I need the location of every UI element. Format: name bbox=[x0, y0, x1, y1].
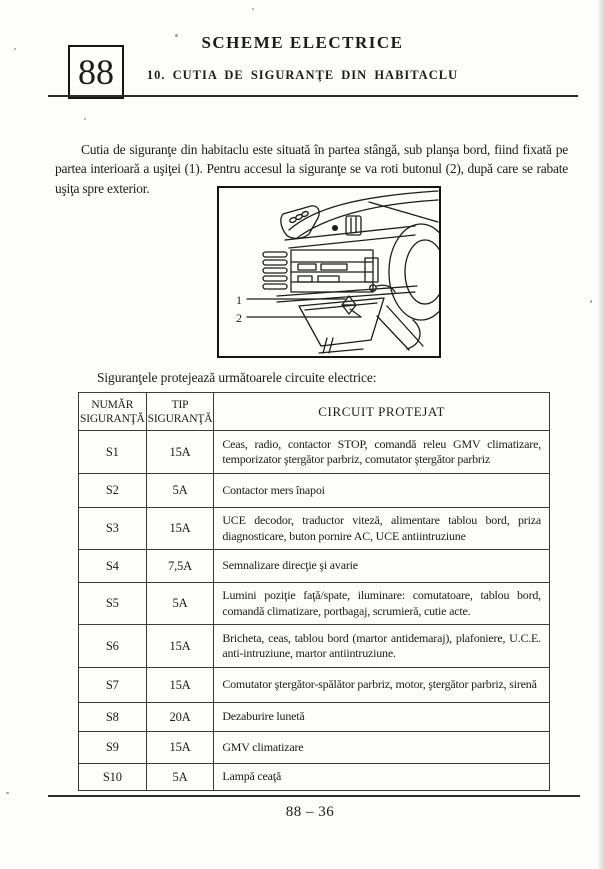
callout-1-label: 1 bbox=[236, 293, 242, 307]
callout-2-label: 2 bbox=[236, 311, 242, 325]
fuse-table-container bbox=[78, 392, 550, 791]
fuse-row-s2 bbox=[79, 474, 550, 508]
fuse-circuit: UCE decodor, traductor viteză, alimentare tablou bord, priza diagnosticare, buton pornire AC, UCE antiintruziune bbox=[214, 508, 550, 550]
fuse-id: S4 bbox=[79, 550, 147, 583]
fuse-id: S7 bbox=[79, 668, 147, 703]
panel-dot bbox=[333, 226, 338, 231]
dashboard-line-drawing bbox=[219, 188, 439, 356]
callout-2-pointer bbox=[350, 309, 361, 317]
fuse-amp: 15A bbox=[146, 668, 214, 703]
scan-speckle bbox=[6, 792, 9, 794]
fuse-id: S3 bbox=[79, 508, 147, 550]
vent-slat bbox=[263, 260, 287, 265]
fuse-id: S2 bbox=[79, 474, 147, 508]
vent-slat bbox=[263, 276, 287, 281]
fuse-id: S10 bbox=[79, 764, 147, 791]
fuse-row-s6 bbox=[79, 625, 550, 668]
fuse-slot bbox=[298, 264, 316, 270]
fuse-slot bbox=[321, 264, 347, 270]
intro-paragraph: Cutia de siguranţe din habitaclu este situată în partea stângă, sub planşa bord, fiind fixată pe partea interioară a uşiţei (1). Pentru accesul la siguranţe se va roti butonul (2), după care se rabate uşiţa spre exterior. bbox=[55, 141, 568, 196]
fuse-circuit: Semnalizare direcţie şi avarie bbox=[214, 550, 550, 583]
fuse-id: S5 bbox=[79, 583, 147, 625]
console-line bbox=[377, 316, 409, 350]
footer-page-reference: 88 – 36 bbox=[285, 804, 335, 820]
fuse-amp: 5A bbox=[146, 583, 214, 625]
table-intro-sentence: Siguranţele protejează următoarele circuite electrice: bbox=[97, 370, 377, 385]
fuse-amp: 5A bbox=[146, 764, 214, 791]
fuse-row-s7 bbox=[79, 668, 550, 703]
fuse-slot bbox=[318, 276, 339, 282]
fuse-id: S9 bbox=[79, 732, 147, 764]
fuse-row-s9 bbox=[79, 732, 550, 764]
chapter-heading: 10. CUTIA DE SIGURANŢE DIN HABITACLU bbox=[146, 68, 459, 82]
scan-edge-shadow bbox=[597, 0, 605, 869]
fuse-row-s3 bbox=[79, 508, 550, 550]
fuse-amp: 15A bbox=[146, 508, 214, 550]
fuse-row-s1 bbox=[79, 431, 550, 474]
vent-slat bbox=[263, 284, 287, 289]
fuse-circuit: Contactor mers înapoi bbox=[214, 474, 550, 508]
fuse-circuit: Ceas, radio, contactor STOP, comandă releu GMV climatizare, temporizator ştergător parbriz, comutator ştergător parbriz bbox=[214, 431, 550, 474]
fuse-slot bbox=[298, 276, 312, 282]
document-title: SCHEME ELECTRICE bbox=[201, 33, 404, 52]
hatch-base bbox=[319, 349, 363, 353]
fuse-amp: 20A bbox=[146, 703, 214, 732]
header-rule bbox=[48, 95, 578, 97]
fuse-row-s4 bbox=[79, 550, 550, 583]
screw-mark bbox=[301, 211, 309, 218]
scan-speckle bbox=[84, 118, 86, 120]
dash-diagonal bbox=[369, 202, 438, 222]
header-fuse-type: TIP SIGURANŢĂ bbox=[146, 393, 214, 431]
fuse-circuit: GMV climatizare bbox=[214, 732, 550, 764]
fuse-circuit: Dezaburire lunetă bbox=[214, 703, 550, 732]
fuse-row-s8 bbox=[79, 703, 550, 732]
fuse-id: S6 bbox=[79, 625, 147, 668]
fuse-id: S8 bbox=[79, 703, 147, 732]
fuse-row-s5 bbox=[79, 583, 550, 625]
fuse-circuit: Lumini poziţie faţă/spate, iluminare: comutatoare, tablou bord, comandă climatizare, portbagaj, scrumieră, cutie acte. bbox=[214, 583, 550, 625]
scan-speckle bbox=[252, 8, 254, 10]
fuse-circuit: Comutator ştergător-spălător parbriz, motor, ştergător parbriz, sirenă bbox=[214, 668, 550, 703]
fuse-row-s10 bbox=[79, 764, 550, 791]
fuse-circuit: Bricheta, ceas, tablou bord (martor antidemaraj), plafoniere, U.C.E. anti-intruziune, martor antiintruziune. bbox=[214, 625, 550, 668]
fuse-amp: 7,5A bbox=[146, 550, 214, 583]
fuse-amp: 15A bbox=[146, 625, 214, 668]
fuse-table bbox=[78, 392, 550, 791]
vent-slat bbox=[263, 268, 287, 273]
shelf-line-top bbox=[277, 286, 417, 296]
fuse-table-header-row bbox=[79, 393, 550, 431]
fuse-amp: 15A bbox=[146, 732, 214, 764]
vent-slat bbox=[263, 252, 287, 257]
page-number: 88 bbox=[78, 52, 114, 92]
fuse-panel bbox=[291, 250, 373, 292]
fusebox-location-figure bbox=[217, 186, 441, 358]
cluster-inner-ring bbox=[405, 240, 439, 304]
fuse-amp: 5A bbox=[146, 474, 214, 508]
fuse-id: S1 bbox=[79, 431, 147, 474]
fuse-circuit: Lampă ceaţă bbox=[214, 764, 550, 791]
header-fuse-number: NUMĂR SIGURANŢĂ bbox=[79, 393, 147, 431]
cluster-outer-ring bbox=[389, 224, 439, 320]
footer-rule bbox=[48, 795, 580, 797]
scan-speckle bbox=[590, 300, 592, 303]
fuse-amp: 15A bbox=[146, 431, 214, 474]
header-protected-circuit: CIRCUIT PROTEJAT bbox=[214, 393, 550, 431]
